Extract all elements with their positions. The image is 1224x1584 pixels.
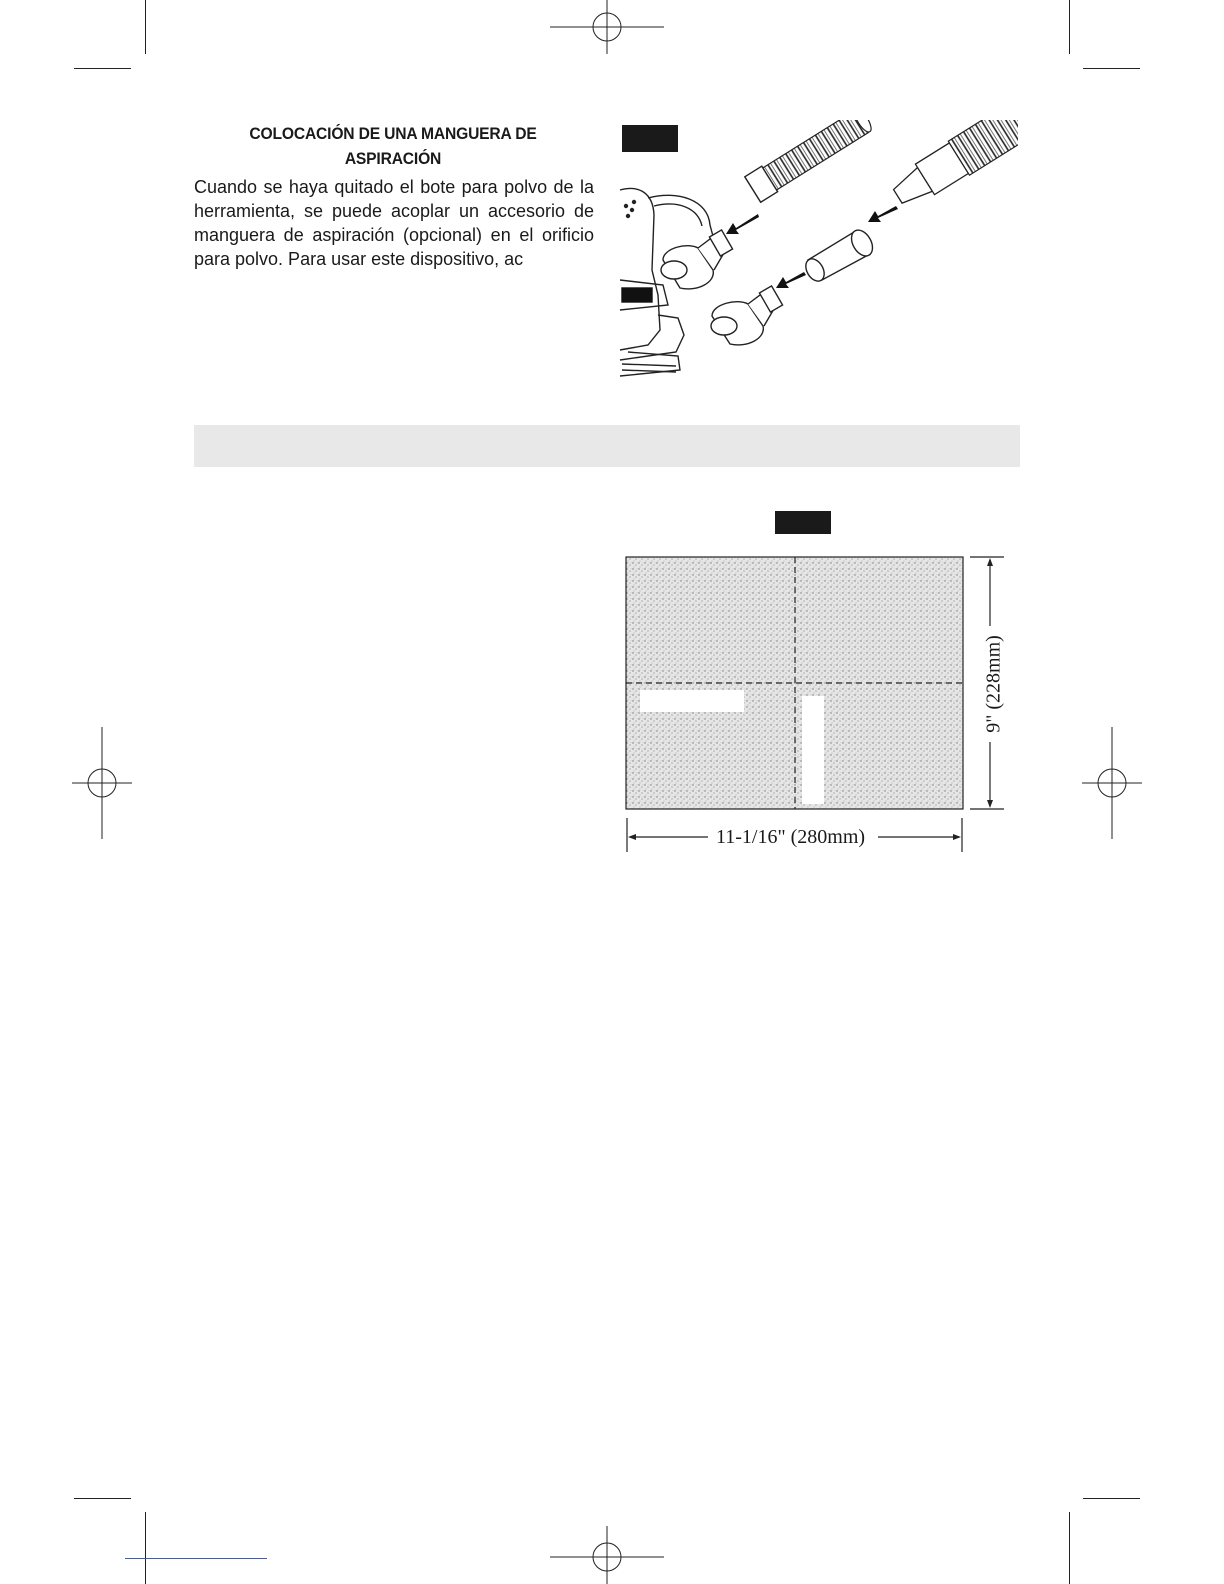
adapter-lower-icon [711, 286, 783, 345]
section-paragraph [194, 175, 594, 271]
registration-mark-right [1082, 727, 1142, 839]
paragraph-line-3: manguera de aspiración (opcional) en el orificio [194, 225, 594, 245]
crop-mark-bottom-left-horizontal [74, 1498, 131, 1499]
crop-mark-top-left-vertical [145, 0, 146, 54]
crop-mark-top-left-horizontal [74, 68, 131, 69]
crop-mark-top-right-vertical [1069, 0, 1070, 54]
arrow-lower-icon [776, 272, 806, 288]
arrow-right-icon [868, 206, 898, 222]
section-heading-line-1: COLOCACIÓN DE UNA MANGUERA DE [249, 124, 537, 143]
crop-mark-bottom-left-vertical [145, 1512, 146, 1584]
cone-adapter-icon [802, 226, 877, 284]
ribbed-hose-icon [745, 120, 875, 202]
registration-mark-top [550, 0, 664, 56]
bottom-rule [125, 1558, 267, 1559]
figure-2-label-box [775, 511, 831, 534]
arrow-left-icon [726, 214, 759, 234]
paragraph-line-2: herramienta, se puede acoplar un accesorio de [194, 201, 594, 221]
registration-mark-left [72, 727, 132, 839]
section-heading-line-2: ASPIRACIÓN [344, 149, 442, 168]
crop-mark-top-right-horizontal [1083, 68, 1140, 69]
paragraph-line-1: Cuando se haya quitado el bote para polvo de la [194, 177, 594, 197]
paragraph-line-4: para polvo. Para usar este dispositivo, ac [194, 249, 524, 269]
sandpaper-sheet-diagram [620, 550, 1020, 860]
sandpaper-sheet [626, 557, 963, 809]
section-heading [210, 121, 576, 171]
large-hose-icon [887, 120, 1018, 213]
vacuum-hose-illustration [618, 120, 1018, 380]
height-dimension-label: 9" (228mm) [982, 635, 1005, 733]
crop-mark-bottom-right-vertical [1069, 1512, 1070, 1584]
width-dimension-label: 11-1/16" (280mm) [716, 826, 866, 848]
adapter-attached-icon [661, 230, 733, 289]
registration-mark-bottom [550, 1526, 664, 1584]
section-bar [194, 425, 1020, 467]
crop-mark-bottom-right-horizontal [1083, 1498, 1140, 1499]
